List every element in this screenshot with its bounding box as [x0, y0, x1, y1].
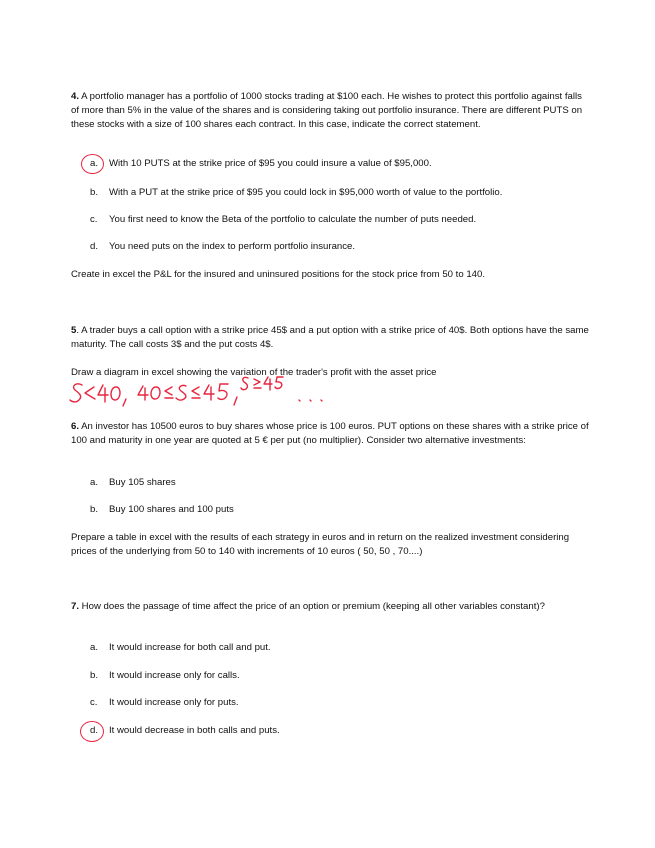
- answer-circle-mark: [80, 721, 104, 742]
- option-label: a.: [90, 642, 99, 653]
- q7-option-c: [90, 696, 590, 710]
- option-text: Buy 100 shares and 100 puts: [109, 504, 234, 515]
- option-text: It would decrease in both calls and puts.: [109, 725, 280, 736]
- question-7: [71, 600, 591, 614]
- q4-followup: Create in excel the P&L for the insured and uninsured positions for the stock price from 50 to 140.: [71, 269, 486, 280]
- q6-followup: Prepare a table in excel with the results of each strategy in euros and in return on the realized investment considering prices of the underlying from 50 to 140 with increments of 10 euros ( 50, 50 , 70....): [71, 532, 570, 557]
- question-6-text: An investor has 10500 euros to buy shares whose price is 100 euros. PUT options on these shares with a strike price of 100 and maturity in one year are quoted at 5 € per put (no multiplier). Consider two alternative investments:: [71, 421, 589, 446]
- q4-option-b: [90, 186, 590, 200]
- question-4-text: A portfolio manager has a portfolio of 1000 stocks trading at $100 each. He wishes to protect this portfolio against falls of more than 5% in the value of the shares and is considering taking out portfolio insurance. There are different PUTS on these stocks with a size of 100 shares each contract. In this case, indicate the correct statement.: [71, 91, 583, 130]
- option-label: b.: [90, 504, 99, 515]
- question-4: [71, 90, 591, 132]
- option-label: c.: [90, 697, 98, 708]
- question-4-number: 4.: [71, 91, 80, 102]
- answer-circle-mark: [81, 154, 104, 174]
- q7-option-a: [90, 641, 590, 655]
- option-label: b.: [90, 670, 99, 681]
- option-label: a.: [90, 158, 99, 169]
- option-text: With a PUT at the strike price of $95 you could lock in $95,000 worth of value to the portfolio.: [109, 187, 503, 198]
- question-7-number: 7.: [71, 601, 80, 612]
- question-5-text: . A trader buys a call option with a strike price 45$ and a put option with a strike price of 40$. Both options have the same maturity. The call costs 3$ and the put costs 4$.: [71, 325, 589, 350]
- option-label: d.: [90, 241, 99, 252]
- question-6: [71, 420, 591, 448]
- q6-option-a: [90, 476, 590, 490]
- q6-option-b: [90, 503, 590, 517]
- option-text: It would increase only for puts.: [109, 697, 239, 708]
- question-5-number: 5: [71, 325, 77, 336]
- option-label: d.: [90, 725, 99, 736]
- handwritten-note: [70, 376, 330, 410]
- question-7-text: How does the passage of time affect the price of an option or premium (keeping all other variables constant)?: [79, 601, 545, 612]
- option-text: With 10 PUTS at the strike price of $95 you could insure a value of $95,000.: [109, 158, 432, 169]
- q5-followup: Draw a diagram in excel showing the variation of the trader's profit with the asset price: [71, 367, 437, 378]
- option-text: You need puts on the index to perform portfolio insurance.: [109, 241, 356, 252]
- option-label: c.: [90, 214, 98, 225]
- option-text: You first need to know the Beta of the portfolio to calculate the number of puts needed.: [109, 214, 477, 225]
- option-label: b.: [90, 187, 99, 198]
- question-6-number: 6.: [71, 421, 80, 432]
- q4-option-c: [90, 213, 590, 227]
- option-text: It would increase for both call and put.: [109, 642, 271, 653]
- q4-option-a: [90, 157, 590, 171]
- option-text: Buy 105 shares: [109, 477, 176, 488]
- option-label: a.: [90, 477, 99, 488]
- option-text: It would increase only for calls.: [109, 670, 240, 681]
- q7-option-d: [90, 724, 590, 738]
- question-5: [71, 324, 591, 352]
- q4-option-d: [90, 240, 590, 254]
- q7-option-b: [90, 669, 590, 683]
